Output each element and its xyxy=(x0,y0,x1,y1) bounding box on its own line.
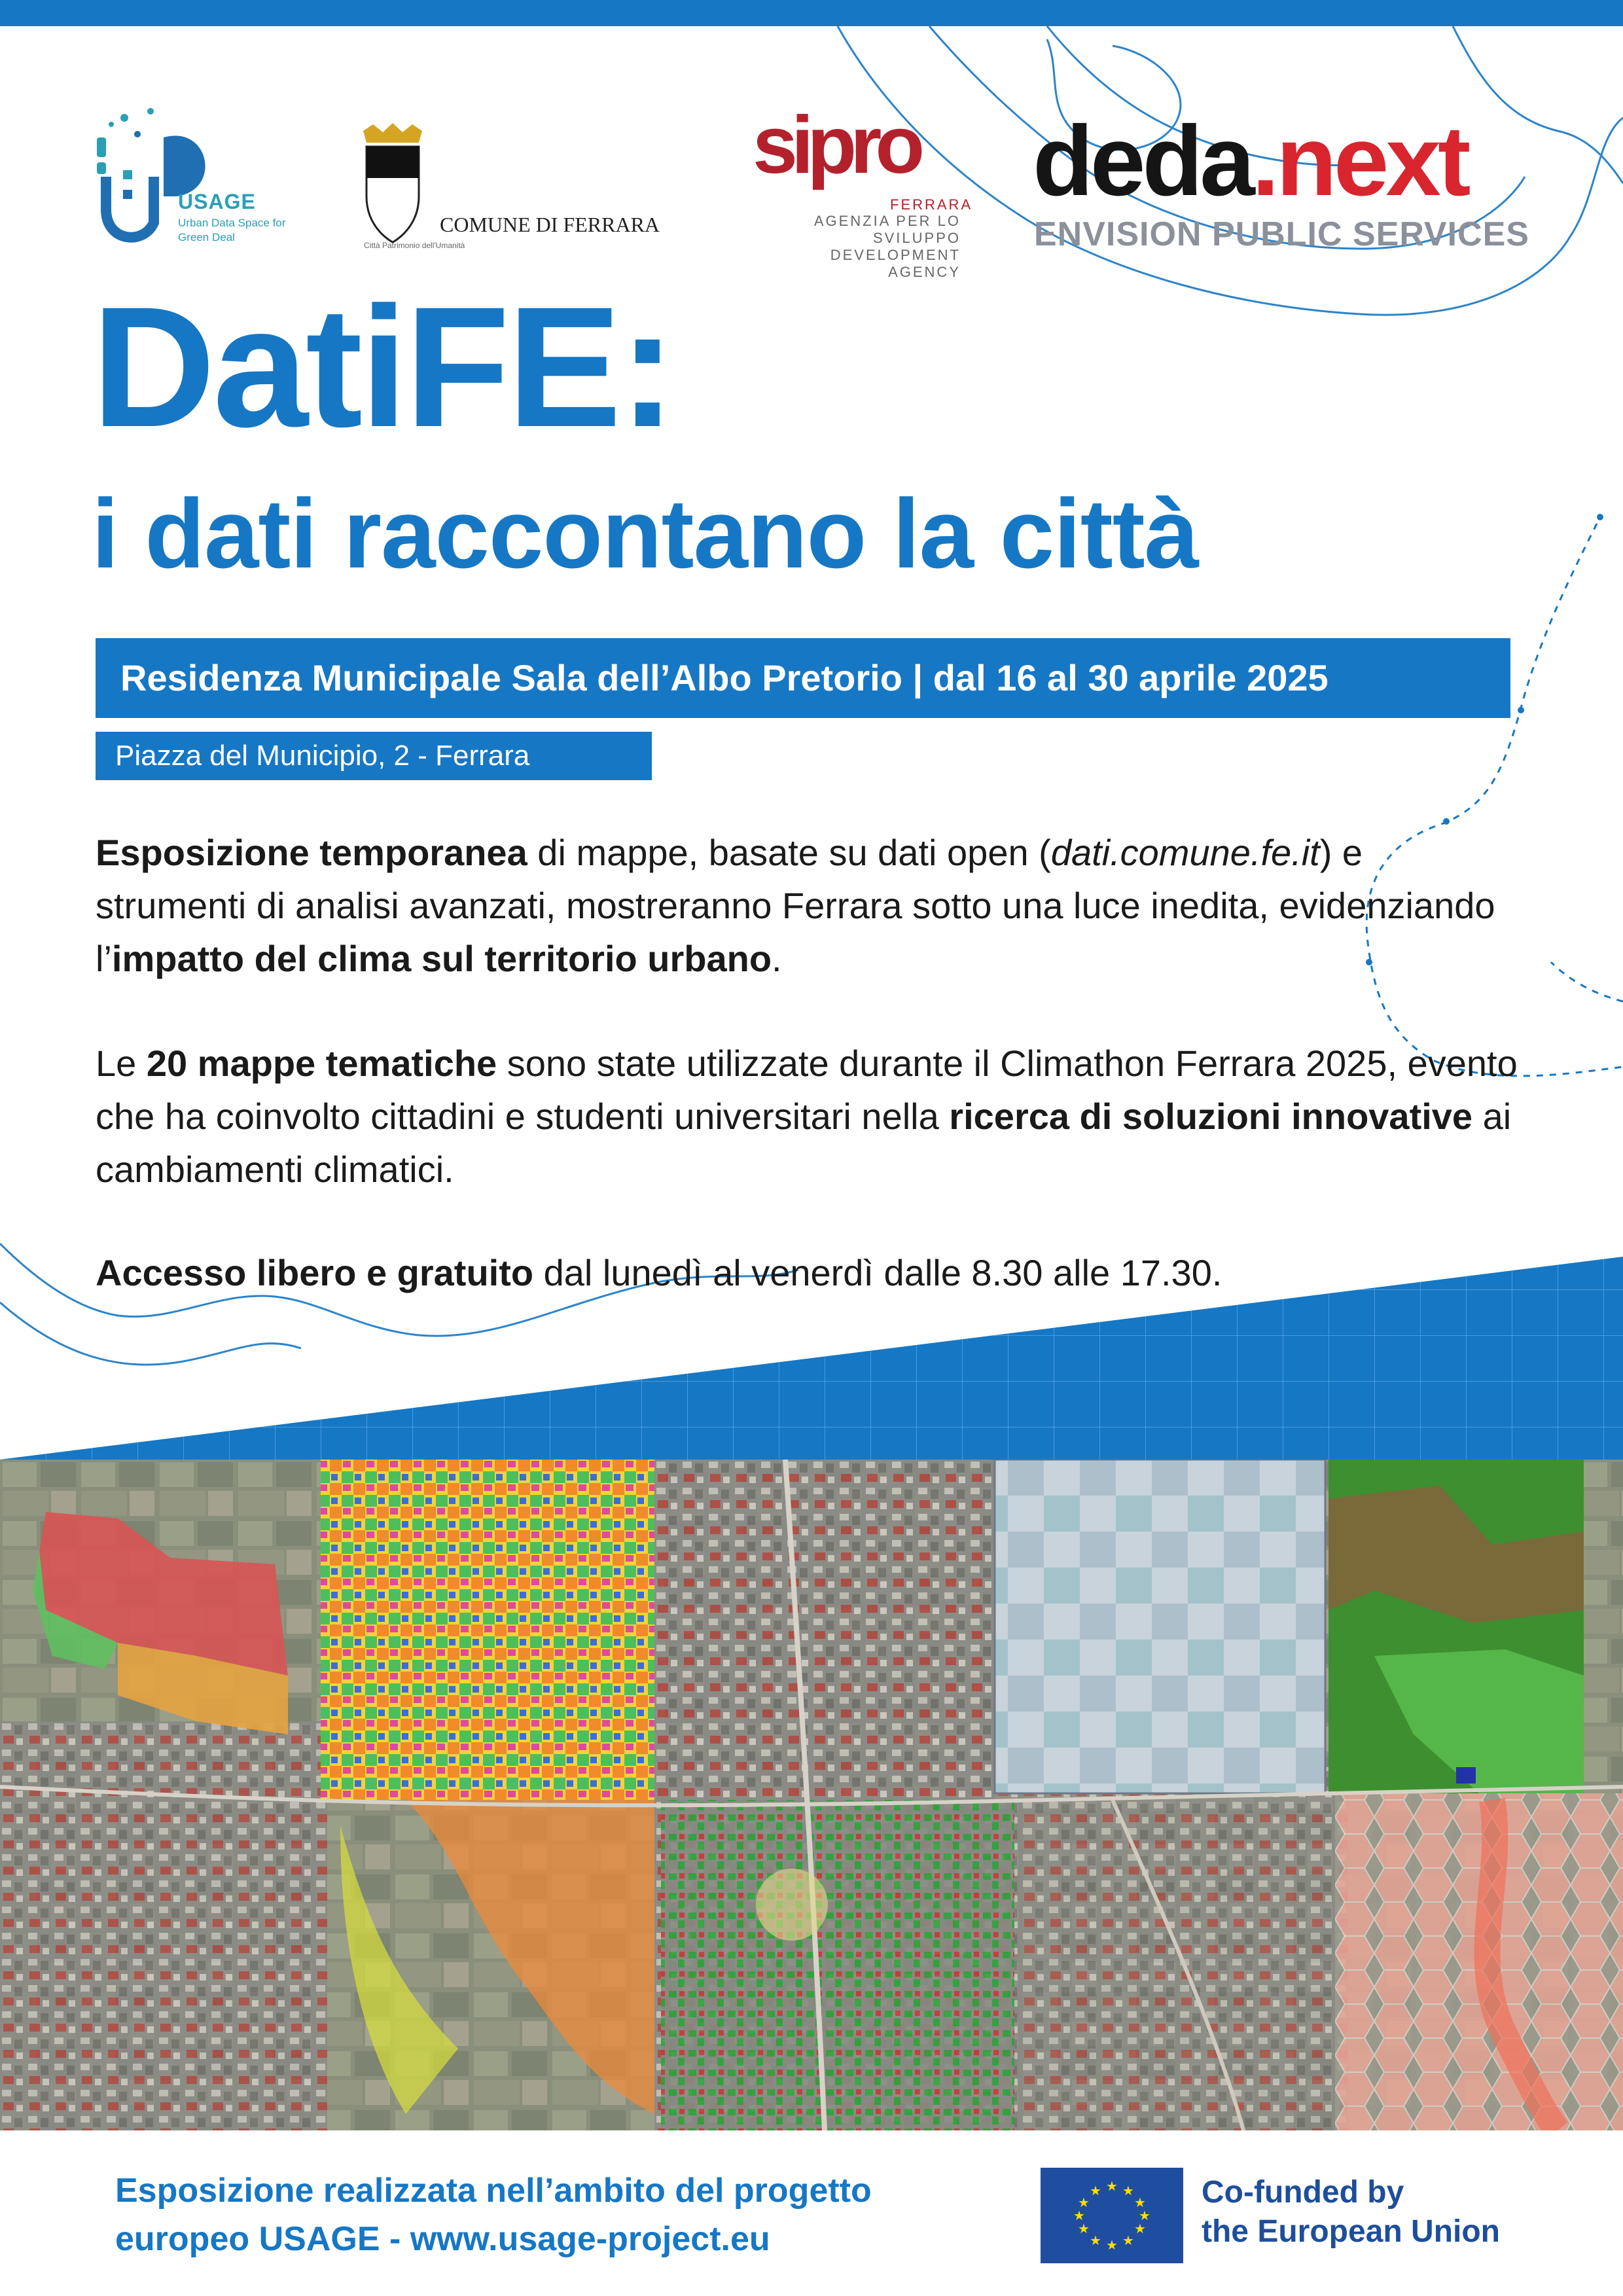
svg-text:★: ★ xyxy=(1078,2221,1090,2236)
svg-text:★: ★ xyxy=(1106,2237,1118,2253)
p2-text-a: Le xyxy=(96,1043,147,1084)
sipro-logo-city: FERRARA xyxy=(890,196,973,213)
p1-text-c: ) e strumenti di analisi avanzati, mostreranno Ferrara sotto una luce inedita, evidenziando l’ xyxy=(96,832,1495,979)
svg-text:★: ★ xyxy=(1134,2195,1146,2210)
sipro-tagline-2: DEVELOPMENT AGENCY xyxy=(830,247,961,280)
svg-text:★: ★ xyxy=(1106,2178,1118,2194)
deda-logo-part2: .next xyxy=(1251,105,1468,217)
deda-logo-part1: deda xyxy=(1033,105,1252,217)
p1-text-e: . xyxy=(772,938,782,979)
ferrara-logo-name: COMUNE DI FERRARA xyxy=(440,213,660,236)
svg-text:★: ★ xyxy=(1078,2195,1090,2210)
thematic-maps-collage xyxy=(0,1460,1623,2130)
footer-credit xyxy=(115,2166,1031,2263)
sipro-logo-name: sipro xyxy=(753,100,919,190)
sipro-logo-tagline xyxy=(777,213,961,281)
svg-text:★: ★ xyxy=(1139,2208,1150,2223)
svg-text:★: ★ xyxy=(1134,2221,1146,2236)
p3-text-b: dal lunedì al venerdì dalle 8.30 alle 17.30. xyxy=(533,1252,1222,1293)
page-title: DatiFE: xyxy=(92,271,673,463)
eu-cofunded-line-2: the European Union xyxy=(1202,2214,1500,2249)
intro-paragraph xyxy=(96,826,1522,985)
p1-bold-a: Esposizione temporanea xyxy=(96,832,527,873)
p2-text-e: ai cambiamenti climatici. xyxy=(96,1096,1512,1190)
address-banner: Piazza del Municipio, 2 - Ferrara xyxy=(96,732,652,780)
deda-logo-tagline: ENVISION PUBLIC SERVICES xyxy=(1034,215,1529,253)
usage-logo-tagline: Urban Data Space for Green Deal xyxy=(178,217,286,243)
open-data-link[interactable]: dati.comune.fe.it xyxy=(1050,832,1320,873)
p3-bold-a: Accesso libero e gratuito xyxy=(96,1252,534,1293)
usage-logo-name: USAGE xyxy=(178,190,256,213)
page-subtitle: i dati raccontano la città xyxy=(92,478,1199,588)
p2-bold-d: ricerca di soluzioni innovative xyxy=(949,1096,1473,1137)
top-accent-bar xyxy=(0,0,1623,26)
ferrara-crest-logo xyxy=(353,118,641,262)
footer-line-1: Esposizione realizzata nell’ambito del progetto xyxy=(115,2172,872,2210)
sipro-tagline-1: AGENZIA PER LO SVILUPPO xyxy=(813,213,961,246)
p2-text-c: sono state utilizzate durante il Climathon Ferrara 2025, evento che ha coinvolto cittadini e studenti universitari nella xyxy=(96,1043,1518,1137)
p2-bold-b: 20 mappe tematiche xyxy=(146,1043,497,1084)
svg-text:★: ★ xyxy=(1122,2233,1134,2248)
svg-text:★: ★ xyxy=(1073,2208,1085,2223)
footer-line-2: europeo USAGE - www.usage-project.eu xyxy=(115,2220,770,2258)
maps-paragraph xyxy=(96,1037,1522,1196)
svg-text:★: ★ xyxy=(1090,2183,1101,2198)
eu-cofunded-line-1: Co-funded by xyxy=(1202,2175,1404,2210)
access-paragraph xyxy=(96,1246,1522,1299)
p1-bold-d: impatto del clima sul territorio urbano xyxy=(111,938,772,979)
deda-next-logo xyxy=(1033,105,1468,217)
ferrara-logo-tagline: Città Patrimonio dell'Umanità xyxy=(364,241,465,250)
svg-text:★: ★ xyxy=(1122,2183,1134,2198)
venue-date-banner: Residenza Municipale Sala dell’Albo Pretorio | dal 16 al 30 aprile 2025 xyxy=(96,638,1510,718)
p1-text-b: di mappe, basate su dati open ( xyxy=(527,832,1051,873)
eu-flag-icon xyxy=(1041,2168,1183,2263)
svg-text:★: ★ xyxy=(1090,2233,1101,2248)
